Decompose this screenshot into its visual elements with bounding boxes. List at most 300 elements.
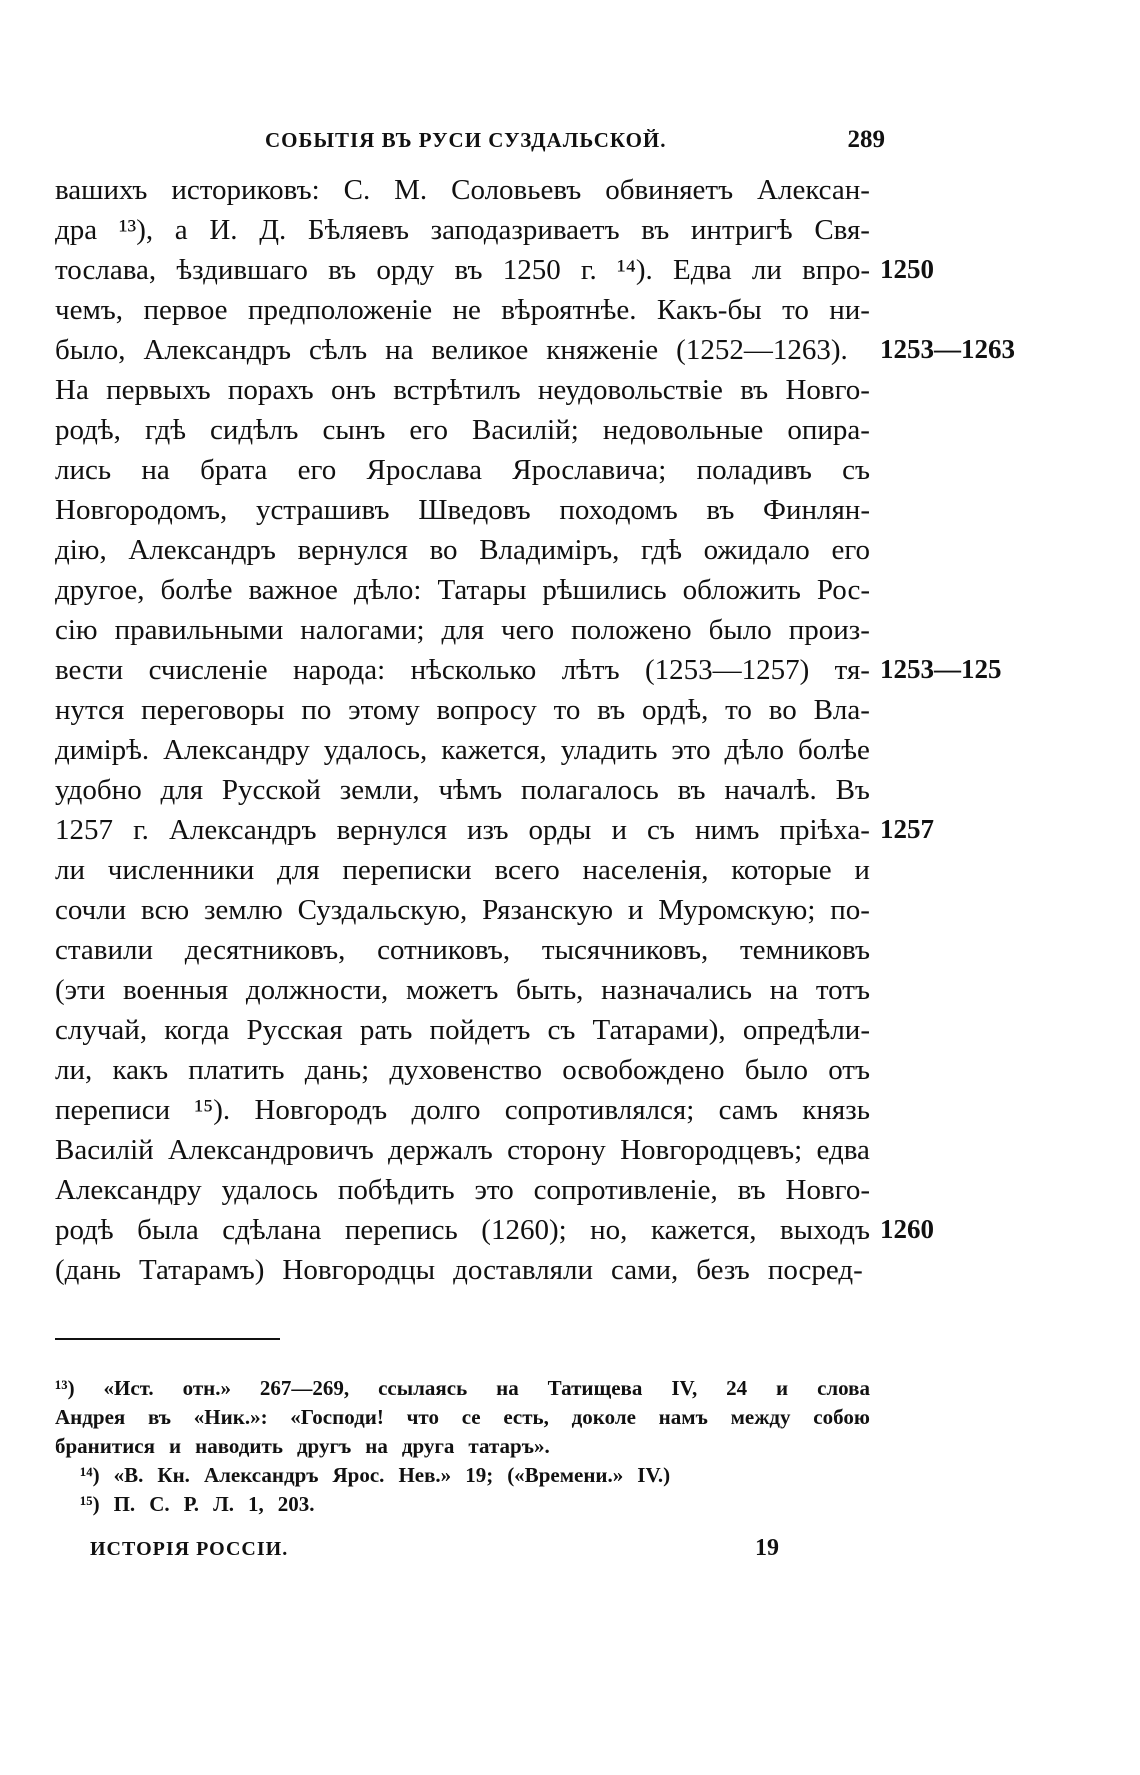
word: важное [248, 574, 338, 606]
word: это [474, 1174, 514, 1206]
word: «Ист. [103, 1376, 154, 1400]
word: лись [55, 454, 112, 486]
word: недовольные [602, 414, 764, 446]
word: въ [706, 494, 735, 526]
word: намъ [658, 1405, 708, 1429]
word: (дань [55, 1254, 122, 1286]
word: Новго- [785, 1174, 870, 1206]
word: сопротивленіе, [533, 1174, 718, 1206]
word: численники [107, 854, 255, 886]
word: Ярославича; [512, 454, 667, 486]
word: Александру [163, 734, 310, 766]
word: другое, [55, 574, 145, 606]
word: 24 [726, 1376, 748, 1400]
word: кажется, [650, 1214, 757, 1246]
word: въ [677, 774, 706, 806]
word: (эти [55, 974, 106, 1006]
word: обложить [682, 574, 801, 606]
word: Александръ [128, 534, 276, 566]
word: Андрея [55, 1405, 126, 1429]
word: началѣ. [724, 774, 817, 806]
word: Нев.» [398, 1463, 452, 1487]
word: уладить [560, 734, 658, 766]
word: кажется, [441, 734, 547, 766]
word: въ [740, 374, 769, 406]
word: Едва [672, 254, 732, 286]
word: населенія, [582, 854, 709, 886]
word: сѣлъ [309, 334, 368, 366]
word: правильными [114, 614, 284, 646]
word: его [297, 454, 337, 486]
word: первыхъ [106, 374, 211, 406]
margin-year-note: 1260 [880, 1214, 934, 1244]
word: быть, [516, 974, 584, 1006]
word: ¹³), [118, 214, 154, 246]
word: и [627, 894, 644, 926]
word: Бѣляевъ [307, 214, 409, 246]
text-line [55, 650, 870, 690]
word: сочли [55, 894, 127, 926]
word: впро- [802, 254, 870, 286]
word: съ [547, 1014, 576, 1046]
word: на [496, 1376, 519, 1400]
word: Русской [221, 774, 321, 806]
word: тослава, [55, 254, 157, 286]
word: Владиміръ, [479, 534, 620, 566]
word: что [406, 1405, 439, 1429]
word: всего [494, 854, 560, 886]
word: 203. [277, 1492, 315, 1516]
word: орды [528, 814, 592, 846]
word: какъ [112, 1054, 169, 1086]
word: Новгородомъ, [55, 494, 228, 526]
word: 1, [247, 1492, 264, 1516]
footnote-line [55, 1461, 870, 1490]
word: переписки [342, 854, 472, 886]
word: Алексан- [757, 174, 870, 206]
word: счисленіе [148, 654, 268, 686]
word: («Времени.» [507, 1463, 624, 1487]
word: рѣшились [542, 574, 667, 606]
word: на [385, 334, 414, 366]
text-line [55, 250, 870, 290]
word: нутся [55, 694, 125, 726]
text-line [55, 370, 870, 410]
word: «Ник.»: [193, 1405, 268, 1429]
word: гдѣ [145, 414, 186, 446]
word: друга [401, 1434, 455, 1458]
word: съ [842, 454, 870, 486]
word: ¹⁴). [617, 254, 653, 286]
footnotes [55, 1374, 870, 1519]
word: ѣздившаго [176, 254, 308, 286]
word: въ [641, 214, 670, 246]
word: самъ [718, 1094, 779, 1126]
text-line [55, 810, 870, 850]
word: интригѣ [690, 214, 793, 246]
word: переговоры [141, 694, 285, 726]
word: нѣсколько [410, 654, 537, 686]
word: сопротивлялся; [504, 1094, 695, 1126]
word: 1250 [502, 254, 561, 286]
word: встрѣтилъ [393, 374, 521, 406]
word: «В. [113, 1463, 144, 1487]
word: нимъ [694, 814, 760, 846]
word: по [301, 694, 332, 726]
text-line [55, 410, 870, 450]
word: сотниковъ, [377, 934, 511, 966]
word: Рязанскую [482, 894, 614, 926]
word: Д. [259, 214, 287, 246]
text-line [55, 1170, 870, 1210]
word: На [55, 374, 89, 406]
word: во [768, 694, 797, 726]
word: въ [597, 694, 626, 726]
page-number: 289 [847, 126, 885, 153]
word: въ [454, 254, 483, 286]
word: Соловьевъ [451, 174, 582, 206]
word: IV.) [637, 1463, 671, 1487]
word: родѣ [55, 1214, 114, 1246]
word: Какъ-бы [656, 294, 762, 326]
word: татаръ». [468, 1434, 550, 1458]
word: Александру [55, 1174, 202, 1206]
word: 1257 [55, 814, 113, 846]
word: димірѣ. [55, 734, 150, 766]
word: князь [802, 1094, 870, 1126]
word: порахъ [227, 374, 314, 406]
word: этому [348, 694, 420, 726]
word: ¹⁵) [80, 1492, 100, 1516]
word: народа: [293, 654, 386, 686]
word: вѣроятнѣе. [501, 294, 637, 326]
text-line [55, 330, 870, 370]
word: походомъ [559, 494, 678, 526]
text-line [55, 290, 870, 330]
word: для [160, 774, 204, 806]
text-line [55, 570, 870, 610]
word: С. [149, 1492, 170, 1516]
word: налогами; [300, 614, 425, 646]
word: Новго- [785, 374, 870, 406]
word: его [409, 414, 448, 446]
word: тя- [834, 654, 870, 686]
printer-signature [90, 1535, 790, 1572]
word: Ярослава [366, 454, 482, 486]
word: десятниковъ, [184, 934, 346, 966]
word: темниковъ [739, 934, 870, 966]
text-line [55, 1250, 870, 1290]
word: по- [830, 894, 870, 926]
word: земли, [339, 774, 420, 806]
text-line [55, 1210, 870, 1250]
word: Кн. [157, 1463, 190, 1487]
word: Шведовъ [418, 494, 531, 526]
word: Татищева [547, 1376, 643, 1400]
word: случай, [55, 1014, 148, 1046]
word: безъ [696, 1254, 750, 1286]
word: было [708, 614, 772, 646]
footnote-line [55, 1403, 870, 1432]
word: землю [203, 894, 283, 926]
word: болѣе [160, 574, 233, 606]
word: сидѣлъ [210, 414, 299, 446]
word: Свя- [814, 214, 870, 246]
word: было [744, 1054, 808, 1086]
word: пойдетъ [429, 1014, 531, 1046]
word: переписи [55, 1094, 171, 1126]
word: удобно [55, 774, 142, 806]
word: Финлян- [763, 494, 870, 526]
word: положено [571, 614, 692, 646]
word: 19; [465, 1463, 494, 1487]
word: когда [164, 1014, 230, 1046]
word: первое [143, 294, 228, 326]
text-line [55, 890, 870, 930]
word: опира- [787, 414, 870, 446]
word: Р. [183, 1492, 200, 1516]
word: удалось [221, 1174, 318, 1206]
word: Татары [437, 574, 527, 606]
word: удалось, [323, 734, 428, 766]
word: г. [580, 254, 597, 286]
word: обвиняетъ [605, 174, 734, 206]
word: то [782, 294, 809, 326]
word: дра [55, 214, 98, 246]
word: Василій; [472, 414, 579, 446]
word: родѣ, [55, 414, 121, 446]
word: ни- [829, 294, 870, 326]
word: можетъ [405, 974, 499, 1006]
word: 267—269, [259, 1376, 350, 1400]
word: М. [394, 174, 428, 206]
word: съ [647, 814, 675, 846]
word: произ- [788, 614, 870, 646]
word: всю [141, 894, 190, 926]
word: чего [501, 614, 555, 646]
word: княженіе [546, 334, 659, 366]
word: ссылаясь [378, 1376, 468, 1400]
word: то [725, 694, 752, 726]
word: болѣе [797, 734, 870, 766]
word: предположеніе [247, 294, 433, 326]
word: дѣло [724, 734, 785, 766]
body-text [55, 170, 870, 1290]
word: ли, [55, 1054, 93, 1086]
word: пріѣха- [779, 814, 870, 846]
word: И. [209, 214, 238, 246]
word: перепись [344, 1214, 458, 1246]
word: сынъ [322, 414, 386, 446]
word: военныя [123, 974, 229, 1006]
word: доставляли [453, 1254, 594, 1286]
word: посред- [767, 1254, 863, 1286]
word: (1253—1257) [644, 654, 810, 686]
word: вопросу [436, 694, 537, 726]
text-line [55, 1090, 870, 1130]
word: дѣло: [353, 574, 422, 606]
word: сдѣлана [222, 1214, 322, 1246]
text-line [55, 850, 870, 890]
word: Александръ [143, 334, 291, 366]
word: ¹⁵). [194, 1094, 231, 1126]
word: держалъ [388, 1134, 493, 1166]
word: вашихъ [55, 174, 148, 206]
word: на [141, 454, 170, 486]
word: Муромскую; [658, 894, 816, 926]
word: сами, [611, 1254, 679, 1286]
word: должности, [245, 974, 389, 1006]
signature-number: 19 [755, 1535, 779, 1561]
word: долго [411, 1094, 481, 1126]
margin-year-note: 1257 [880, 814, 934, 844]
word: гдѣ [641, 534, 682, 566]
text-line [55, 530, 870, 570]
word: Суздальскую, [297, 894, 468, 926]
word: дію, [55, 534, 107, 566]
margin-year-note: 1253—1263 [880, 334, 1015, 364]
word: это [671, 734, 711, 766]
running-title: СОБЫТІЯ ВЪ РУСИ СУЗДАЛЬСКОЙ. [265, 127, 667, 152]
text-line [55, 490, 870, 530]
footnote-rule [55, 1338, 280, 1340]
word: назначались [601, 974, 753, 1006]
word: сію [55, 614, 98, 646]
word: выходъ [779, 1214, 870, 1246]
text-line [55, 690, 870, 730]
running-header [265, 120, 885, 160]
word: Новгородцевъ; [620, 1134, 803, 1166]
word: въ [737, 1174, 766, 1206]
word: его [831, 534, 870, 566]
word: не [452, 294, 481, 326]
word: на [769, 974, 799, 1006]
word: вести [55, 654, 124, 686]
word: IV, [671, 1376, 698, 1400]
word: Ярос. [332, 1463, 385, 1487]
word: Новгородъ [254, 1094, 388, 1126]
margin-year-note: 1253—125 [880, 654, 1002, 684]
word: С. [343, 174, 371, 206]
word: ожидало [703, 534, 810, 566]
word: рать [359, 1014, 413, 1046]
word: доколе [571, 1405, 636, 1429]
word: историковъ: [171, 174, 320, 206]
text-line [55, 1010, 870, 1050]
text-line [55, 1130, 870, 1170]
word: чѣмъ [438, 774, 503, 806]
word: Новгородцы [282, 1254, 436, 1286]
word: отн.» [182, 1376, 231, 1400]
text-line [55, 970, 870, 1010]
word: слова [817, 1376, 870, 1400]
word: орду [376, 254, 435, 286]
word: чемъ, [55, 294, 124, 326]
word: которые [731, 854, 832, 886]
text-line [55, 210, 870, 250]
word: едва [816, 1134, 870, 1166]
word: Василій [55, 1134, 154, 1166]
word: и [168, 1434, 182, 1458]
word: Татарамъ) [139, 1254, 265, 1286]
word: дань; [304, 1054, 370, 1086]
word: въ [328, 254, 357, 286]
word: а [174, 214, 188, 246]
word: и [611, 814, 627, 846]
word: неудовольствіе [537, 374, 723, 406]
text-line [55, 170, 870, 210]
word: лѣтъ [561, 654, 620, 686]
word: полагалось [520, 774, 659, 806]
word: другъ [296, 1434, 352, 1458]
word: ордѣ, [641, 694, 709, 726]
word: было, [55, 334, 126, 366]
word: во [429, 534, 458, 566]
word: ставили [55, 934, 153, 966]
word: П. [113, 1492, 136, 1516]
word: ¹⁴) [80, 1463, 100, 1487]
word: и [776, 1376, 789, 1400]
word: и [854, 854, 870, 886]
word: платить [188, 1054, 285, 1086]
word: духовенство [389, 1054, 542, 1086]
word: тысячниковъ, [541, 934, 709, 966]
word: Въ [835, 774, 870, 806]
word: опредѣли- [742, 1014, 870, 1046]
word: изъ [466, 814, 509, 846]
word: брата [200, 454, 268, 486]
word: Александровичъ [167, 1134, 374, 1166]
footnote-line [55, 1490, 870, 1519]
word: побѣдить [337, 1174, 455, 1206]
word: для [441, 614, 485, 646]
footnote-line [55, 1374, 870, 1403]
word: Александръ [169, 814, 317, 846]
word: онъ [330, 374, 376, 406]
text-line [55, 930, 870, 970]
word: но, [590, 1214, 628, 1246]
footnote-line [55, 1432, 870, 1461]
word: въ [147, 1405, 172, 1429]
word: г. [133, 814, 149, 846]
word: для [277, 854, 320, 886]
word: ¹³) [55, 1376, 75, 1400]
word: отъ [828, 1054, 870, 1086]
word: Рос- [816, 574, 870, 606]
word: Татарами), [592, 1014, 726, 1046]
word: (1252—1263). [676, 334, 848, 366]
text-line [55, 450, 870, 490]
word: вернулся [336, 814, 447, 846]
word: поладивъ [696, 454, 812, 486]
word: ли [751, 254, 782, 286]
text-line [55, 610, 870, 650]
word: (1260); [481, 1214, 567, 1246]
word: Александръ [203, 1463, 319, 1487]
word: освобождено [562, 1054, 725, 1086]
word: наводить [195, 1434, 283, 1458]
word: то [553, 694, 581, 726]
word: была [137, 1214, 199, 1246]
word: тотъ [815, 974, 870, 1006]
word: устрашивъ [255, 494, 390, 526]
word: Вла- [813, 694, 870, 726]
text-line [55, 770, 870, 810]
word: между [730, 1405, 791, 1429]
word: Русская [246, 1014, 343, 1046]
word: собою [813, 1405, 870, 1429]
word: ли [55, 854, 85, 886]
